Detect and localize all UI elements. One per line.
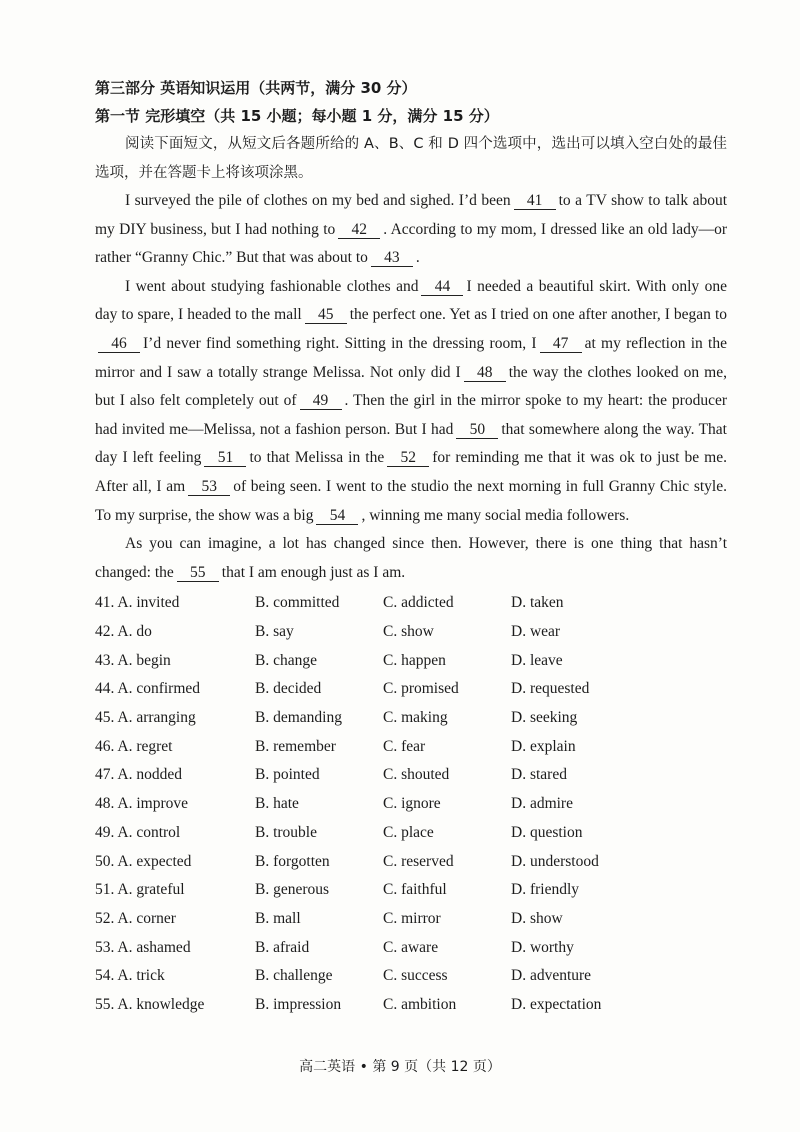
option-c: C. promised — [383, 680, 459, 698]
option-b: B. mall — [255, 909, 301, 927]
option-d: D. worthy — [511, 938, 574, 956]
blank-48: 48 — [464, 364, 506, 382]
option-row-42 — [95, 618, 727, 647]
blank-41: 41 — [514, 192, 556, 210]
option-b: B. demanding — [255, 709, 342, 727]
option-row-49 — [95, 819, 727, 848]
option-b: B. forgotten — [255, 852, 330, 870]
option-row-55 — [95, 991, 727, 1020]
passage-text: As you can imagine, a lot has changed since then. However, there is one thing that hasn’t changed: the — [95, 535, 727, 581]
option-a: 53. A. ashamed — [95, 938, 191, 956]
option-d: D. show — [511, 909, 563, 927]
option-b: B. trouble — [255, 823, 317, 841]
passage-text: at my reflection in the mirror and I saw a totally strange Melissa. Not only did I — [95, 334, 727, 381]
option-b: B. hate — [255, 795, 299, 813]
option-d: D. admire — [511, 795, 573, 813]
passage-text: the perfect one. Yet as I tried on one after another, I began to — [349, 306, 727, 324]
option-c: C. success — [383, 967, 448, 985]
option-d: D. explain — [511, 737, 576, 755]
option-b: B. change — [255, 651, 317, 669]
passage-text: I’d never find something right. Sitting in the dressing room, I — [143, 334, 537, 352]
option-a: 47. A. nodded — [95, 766, 182, 784]
option-row-47 — [95, 761, 727, 790]
passage-text: I needed a beautiful skirt. With only one day to spare, I headed to the mall — [95, 277, 727, 324]
option-c: C. ignore — [383, 795, 441, 813]
passage-paragraph-3 — [95, 530, 727, 587]
blank-50: 50 — [456, 421, 498, 439]
blank-55: 55 — [177, 564, 219, 582]
option-a: 55. A. knowledge — [95, 995, 205, 1013]
blank-43: 43 — [371, 249, 413, 267]
option-c: C. ambition — [383, 995, 457, 1013]
blank-53: 53 — [188, 478, 230, 496]
option-a: 41. A. invited — [95, 594, 180, 612]
option-d: D. question — [511, 823, 583, 841]
option-c: C. making — [383, 709, 448, 727]
option-row-44 — [95, 675, 727, 704]
option-a: 43. A. begin — [95, 651, 171, 669]
option-row-46 — [95, 733, 727, 762]
option-a: 49. A. control — [95, 823, 181, 841]
option-a: 46. A. regret — [95, 737, 173, 755]
blank-45: 45 — [305, 306, 347, 324]
option-d: D. wear — [511, 623, 561, 640]
option-row-51 — [95, 876, 727, 905]
option-c: C. happen — [383, 651, 446, 669]
passage-text: to that Melissa in the — [249, 449, 385, 467]
passage-text: the way the clothes looked on me, but I also felt completely out of — [95, 363, 727, 410]
passage-text: , winning me many social media followers. — [361, 506, 630, 524]
option-b: B. remember — [255, 737, 336, 755]
option-d: D. stared — [511, 766, 567, 784]
option-c: C. show — [383, 623, 434, 640]
blank-42: 42 — [338, 221, 380, 239]
option-b: B. afraid — [255, 938, 310, 956]
passage-text: I went about studying fashionable clothes and — [125, 277, 419, 295]
option-d: D. expectation — [511, 995, 602, 1013]
blank-49: 49 — [300, 392, 342, 410]
option-c: C. addicted — [383, 594, 454, 612]
passage-paragraph-1 — [95, 187, 727, 273]
option-d: D. adventure — [511, 967, 592, 985]
option-row-43 — [95, 647, 727, 676]
option-d: D. seeking — [511, 709, 578, 727]
blank-44: 44 — [421, 278, 463, 296]
option-row-50 — [95, 848, 727, 877]
section-title: 第三部分 英语知识运用（共两节，满分 30 分） — [95, 79, 417, 97]
option-c: C. place — [383, 823, 434, 841]
exam-page — [95, 74, 727, 1020]
option-row-54 — [95, 962, 727, 991]
blank-51: 51 — [204, 449, 246, 467]
option-c: C. reserved — [383, 852, 454, 870]
option-a: 50. A. expected — [95, 852, 192, 870]
option-b: B. decided — [255, 680, 322, 698]
passage-text: of being seen. I went to the studio the next morning in full Granny Chic style. To my surprise, the show was a big — [95, 477, 727, 524]
option-row-41 — [95, 589, 727, 618]
option-c: C. mirror — [383, 909, 441, 927]
passage-text: to a TV show to talk about my DIY business, but I had nothing to — [95, 192, 728, 238]
passage-text: . According to my mom, I dressed like an old lady—or rather “Granny Chic.” But that was about to — [95, 220, 727, 267]
blank-52: 52 — [387, 449, 429, 467]
option-b: B. pointed — [255, 766, 320, 784]
passage-text: that I am enough just as I am. — [221, 563, 406, 581]
passage-text: . — [415, 249, 420, 267]
option-row-52 — [95, 905, 727, 934]
option-b: B. say — [255, 623, 294, 640]
passage-text: that somewhere along the way. That day I left feeling — [95, 420, 727, 467]
option-a: 51. A. grateful — [95, 881, 185, 899]
option-a: 52. A. corner — [95, 909, 176, 927]
passage-text: . Then the girl in the mirror spoke to my heart: the producer had invited me—Melissa, not a fashion person. But I had — [95, 392, 727, 438]
option-d: D. understood — [511, 852, 599, 870]
option-c: C. fear — [383, 737, 426, 755]
option-d: D. leave — [511, 651, 563, 669]
blank-54: 54 — [316, 507, 358, 525]
instructions: 阅读下面短文，从短文后各题所给的 A、B、C 和 D 四个选项中，选出可以填入空白处的最佳选项，并在答题卡上将该项涂黑。 — [95, 136, 727, 181]
option-c: C. shouted — [383, 766, 450, 784]
option-row-45 — [95, 704, 727, 733]
option-b: B. challenge — [255, 967, 333, 985]
option-a: 48. A. improve — [95, 795, 188, 813]
blank-47: 47 — [540, 335, 582, 353]
option-c: C. aware — [383, 938, 439, 956]
option-row-48 — [95, 790, 727, 819]
option-a: 42. A. do — [95, 623, 152, 640]
option-c: C. faithful — [383, 881, 447, 899]
option-b: B. committed — [255, 594, 340, 612]
passage-paragraph-2 — [95, 273, 727, 530]
option-a: 44. A. confirmed — [95, 680, 201, 698]
option-d: D. taken — [511, 594, 564, 612]
option-d: D. friendly — [511, 881, 580, 899]
blank-46: 46 — [98, 335, 140, 353]
passage-text: for reminding me that it was ok to just be me. After all, I am — [95, 449, 727, 495]
page-footer: 高二英语 • 第 9 页（共 12 页） — [299, 1059, 501, 1075]
option-a: 54. A. trick — [95, 967, 165, 985]
passage-text: I surveyed the pile of clothes on my bed and sighed. I’d been — [125, 192, 511, 209]
option-b: B. impression — [255, 995, 342, 1013]
options-list — [95, 589, 727, 1019]
option-b: B. generous — [255, 881, 330, 899]
option-a: 45. A. arranging — [95, 709, 196, 727]
option-row-53 — [95, 934, 727, 963]
section-subtitle: 第一节 完形填空（共 15 小题；每小题 1 分，满分 15 分） — [95, 107, 499, 125]
option-d: D. requested — [511, 680, 590, 698]
